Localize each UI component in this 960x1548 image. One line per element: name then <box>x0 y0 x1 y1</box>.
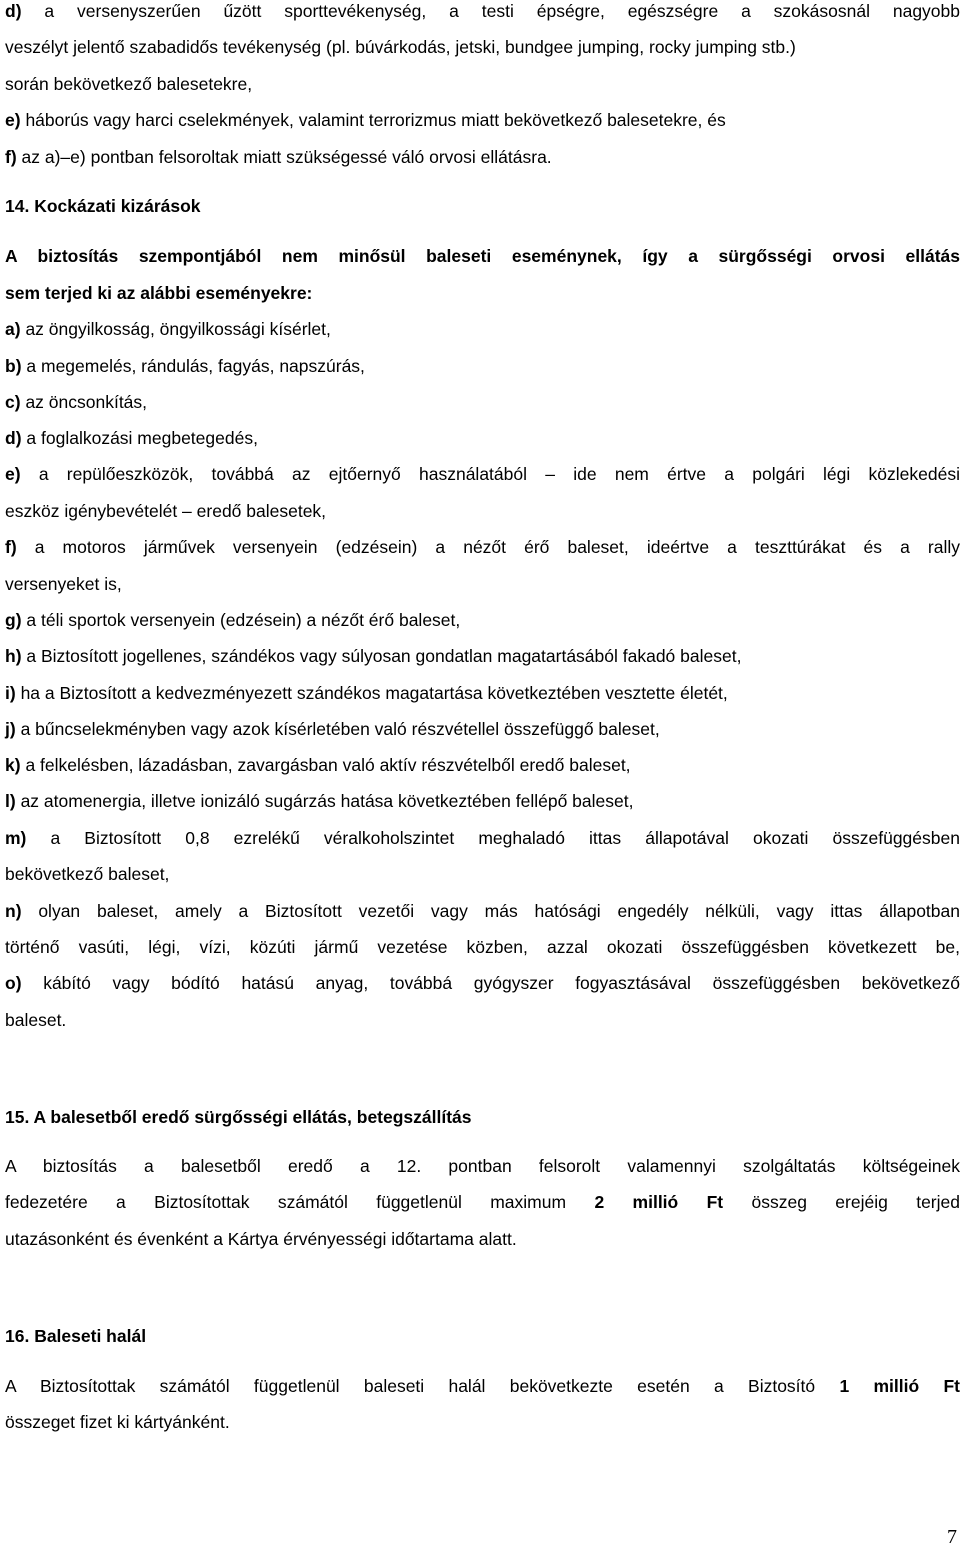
section-14-intro-line: A biztosítás szempontjából nem minősül baleseti eseménynek, így a sürgősségi orvosi ellátás <box>5 245 960 267</box>
list-item <box>5 355 365 377</box>
text-fragment: fedezetére a Biztosítottak számától függetlenül maximum <box>5 1192 566 1212</box>
section-15-heading: 15. A balesetből eredő sürgősségi ellátás, betegszállítás <box>5 1106 472 1128</box>
section-16-text-line: összeget fizet ki kártyánként. <box>5 1411 230 1433</box>
exclusion-item-f <box>5 146 552 168</box>
item-label: c) <box>5 392 21 412</box>
list-item <box>5 391 147 413</box>
list-item <box>5 427 258 449</box>
item-text: az atomenergia, illetve ionizáló sugárzás hatása következtében fellépő baleset, <box>21 791 634 811</box>
item-text: a téli sportok versenyein (edzésein) a nézőt érő baleset, <box>26 610 460 630</box>
section-16-text-line <box>5 1375 960 1397</box>
item-label: d) <box>5 428 22 448</box>
item-label: n) <box>5 901 22 921</box>
item-text-line: baleset. <box>5 1009 66 1031</box>
list-item <box>5 609 460 631</box>
list-item <box>5 536 960 558</box>
item-text: a motoros járművek versenyein (edzésein) a nézőt érő baleset, ideértve a teszttúrákat és a rally <box>35 537 960 557</box>
list-item <box>5 718 660 740</box>
section-15-text-line: utazásonként és évenként a Kártya érvényességi időtartama alatt. <box>5 1228 517 1250</box>
item-text: háborús vagy harci cselekmények, valamint terrorizmus miatt bekövetkező balesetekre, és <box>25 110 725 130</box>
item-text: a bűncselekményben vagy azok kísérletében való részvétellel összefüggő baleset, <box>21 719 660 739</box>
text-fragment: A Biztosítottak számától függetlenül baleseti halál bekövetkezte esetén a Biztosító <box>5 1376 815 1396</box>
item-label: b) <box>5 356 22 376</box>
section-15-text-line: A biztosítás a balesetből eredő a 12. pontban felsorolt valamennyi szolgáltatás költségeinek <box>5 1155 960 1177</box>
item-label: e) <box>5 464 21 484</box>
item-text: a megemelés, rándulás, fagyás, napszúrás, <box>26 356 365 376</box>
item-text: a Biztosított 0,8 ezrelékű véralkoholszintet meghaladó ittas állapotával okozati összefüggésben <box>50 828 960 848</box>
item-label: k) <box>5 755 21 775</box>
section-14-intro-line: sem terjed ki az alábbi eseményekre: <box>5 282 312 304</box>
item-label: e) <box>5 110 21 130</box>
item-label: h) <box>5 646 22 666</box>
section-14-heading: 14. Kockázati kizárások <box>5 195 201 217</box>
item-label: i) <box>5 683 16 703</box>
item-text: a felkelésben, lázadásban, zavargásban való aktív részvételből eredő baleset, <box>25 755 630 775</box>
list-item <box>5 827 960 849</box>
item-label: g) <box>5 610 22 630</box>
list-item <box>5 754 631 776</box>
item-label: m) <box>5 828 26 848</box>
item-label: f) <box>5 147 17 167</box>
section-15-text-line <box>5 1191 960 1213</box>
list-item <box>5 318 331 340</box>
item-label: a) <box>5 319 21 339</box>
item-text: az öngyilkosság, öngyilkossági kísérlet, <box>25 319 330 339</box>
list-item <box>5 645 741 667</box>
section-16-heading: 16. Baleseti halál <box>5 1325 146 1347</box>
item-text-line: történő vasúti, légi, vízi, közúti jármű vezetése közben, azzal okozati összefüggésben következett be, <box>5 936 960 958</box>
item-text-line: során bekövetkező balesetekre, <box>5 73 252 95</box>
item-text: a versenyszerűen űzött sporttevékenység, a testi épségre, egészségre a szokásosnál nagyobb <box>44 1 960 21</box>
exclusion-item-e <box>5 109 726 131</box>
item-label: o) <box>5 973 22 993</box>
list-item <box>5 682 728 704</box>
item-text: ha a Biztosított a kedvezményezett szándékos magatartása következtében vesztette életét, <box>21 683 728 703</box>
item-text: a repülőeszközök, továbbá az ejtőernyő használatából – ide nem értve a polgári légi közlekedési <box>39 464 960 484</box>
list-item <box>5 900 960 922</box>
exclusion-item-d <box>5 0 960 22</box>
list-item <box>5 790 633 812</box>
list-item <box>5 972 960 994</box>
item-text-line: versenyeket is, <box>5 573 122 595</box>
item-label: l) <box>5 791 16 811</box>
item-text: kábító vagy bódító hatású anyag, továbbá gyógyszer fogyasztásával összefüggésben bekövetkező <box>43 973 960 993</box>
item-text: az a)–e) pontban felsoroltak miatt szükségessé váló orvosi ellátásra. <box>22 147 552 167</box>
amount-highlight: 2 millió Ft <box>594 1192 723 1212</box>
amount-highlight: 1 millió Ft <box>839 1376 960 1396</box>
item-text: a foglalkozási megbetegedés, <box>26 428 258 448</box>
page-number: 7 <box>947 1526 957 1548</box>
item-text-line: eszköz igénybevételét – eredő balesetek, <box>5 500 326 522</box>
list-item <box>5 463 960 485</box>
item-label: f) <box>5 537 17 557</box>
item-text-line: veszélyt jelentő szabadidős tevékenység (pl. búvárkodás, jetski, bundgee jumping, rocky jumping stb.) <box>5 36 796 58</box>
text-fragment: összeg erejéig terjed <box>752 1192 960 1212</box>
item-label: d) <box>5 1 22 21</box>
item-text-line: bekövetkező baleset, <box>5 863 169 885</box>
item-label: j) <box>5 719 16 739</box>
item-text: a Biztosított jogellenes, szándékos vagy súlyosan gondatlan magatartásából fakadó baleset, <box>26 646 741 666</box>
item-text: az öncsonkítás, <box>25 392 147 412</box>
item-text: olyan baleset, amely a Biztosított vezetői vagy más hatósági engedély nélküli, vagy ittas állapotban <box>38 901 960 921</box>
